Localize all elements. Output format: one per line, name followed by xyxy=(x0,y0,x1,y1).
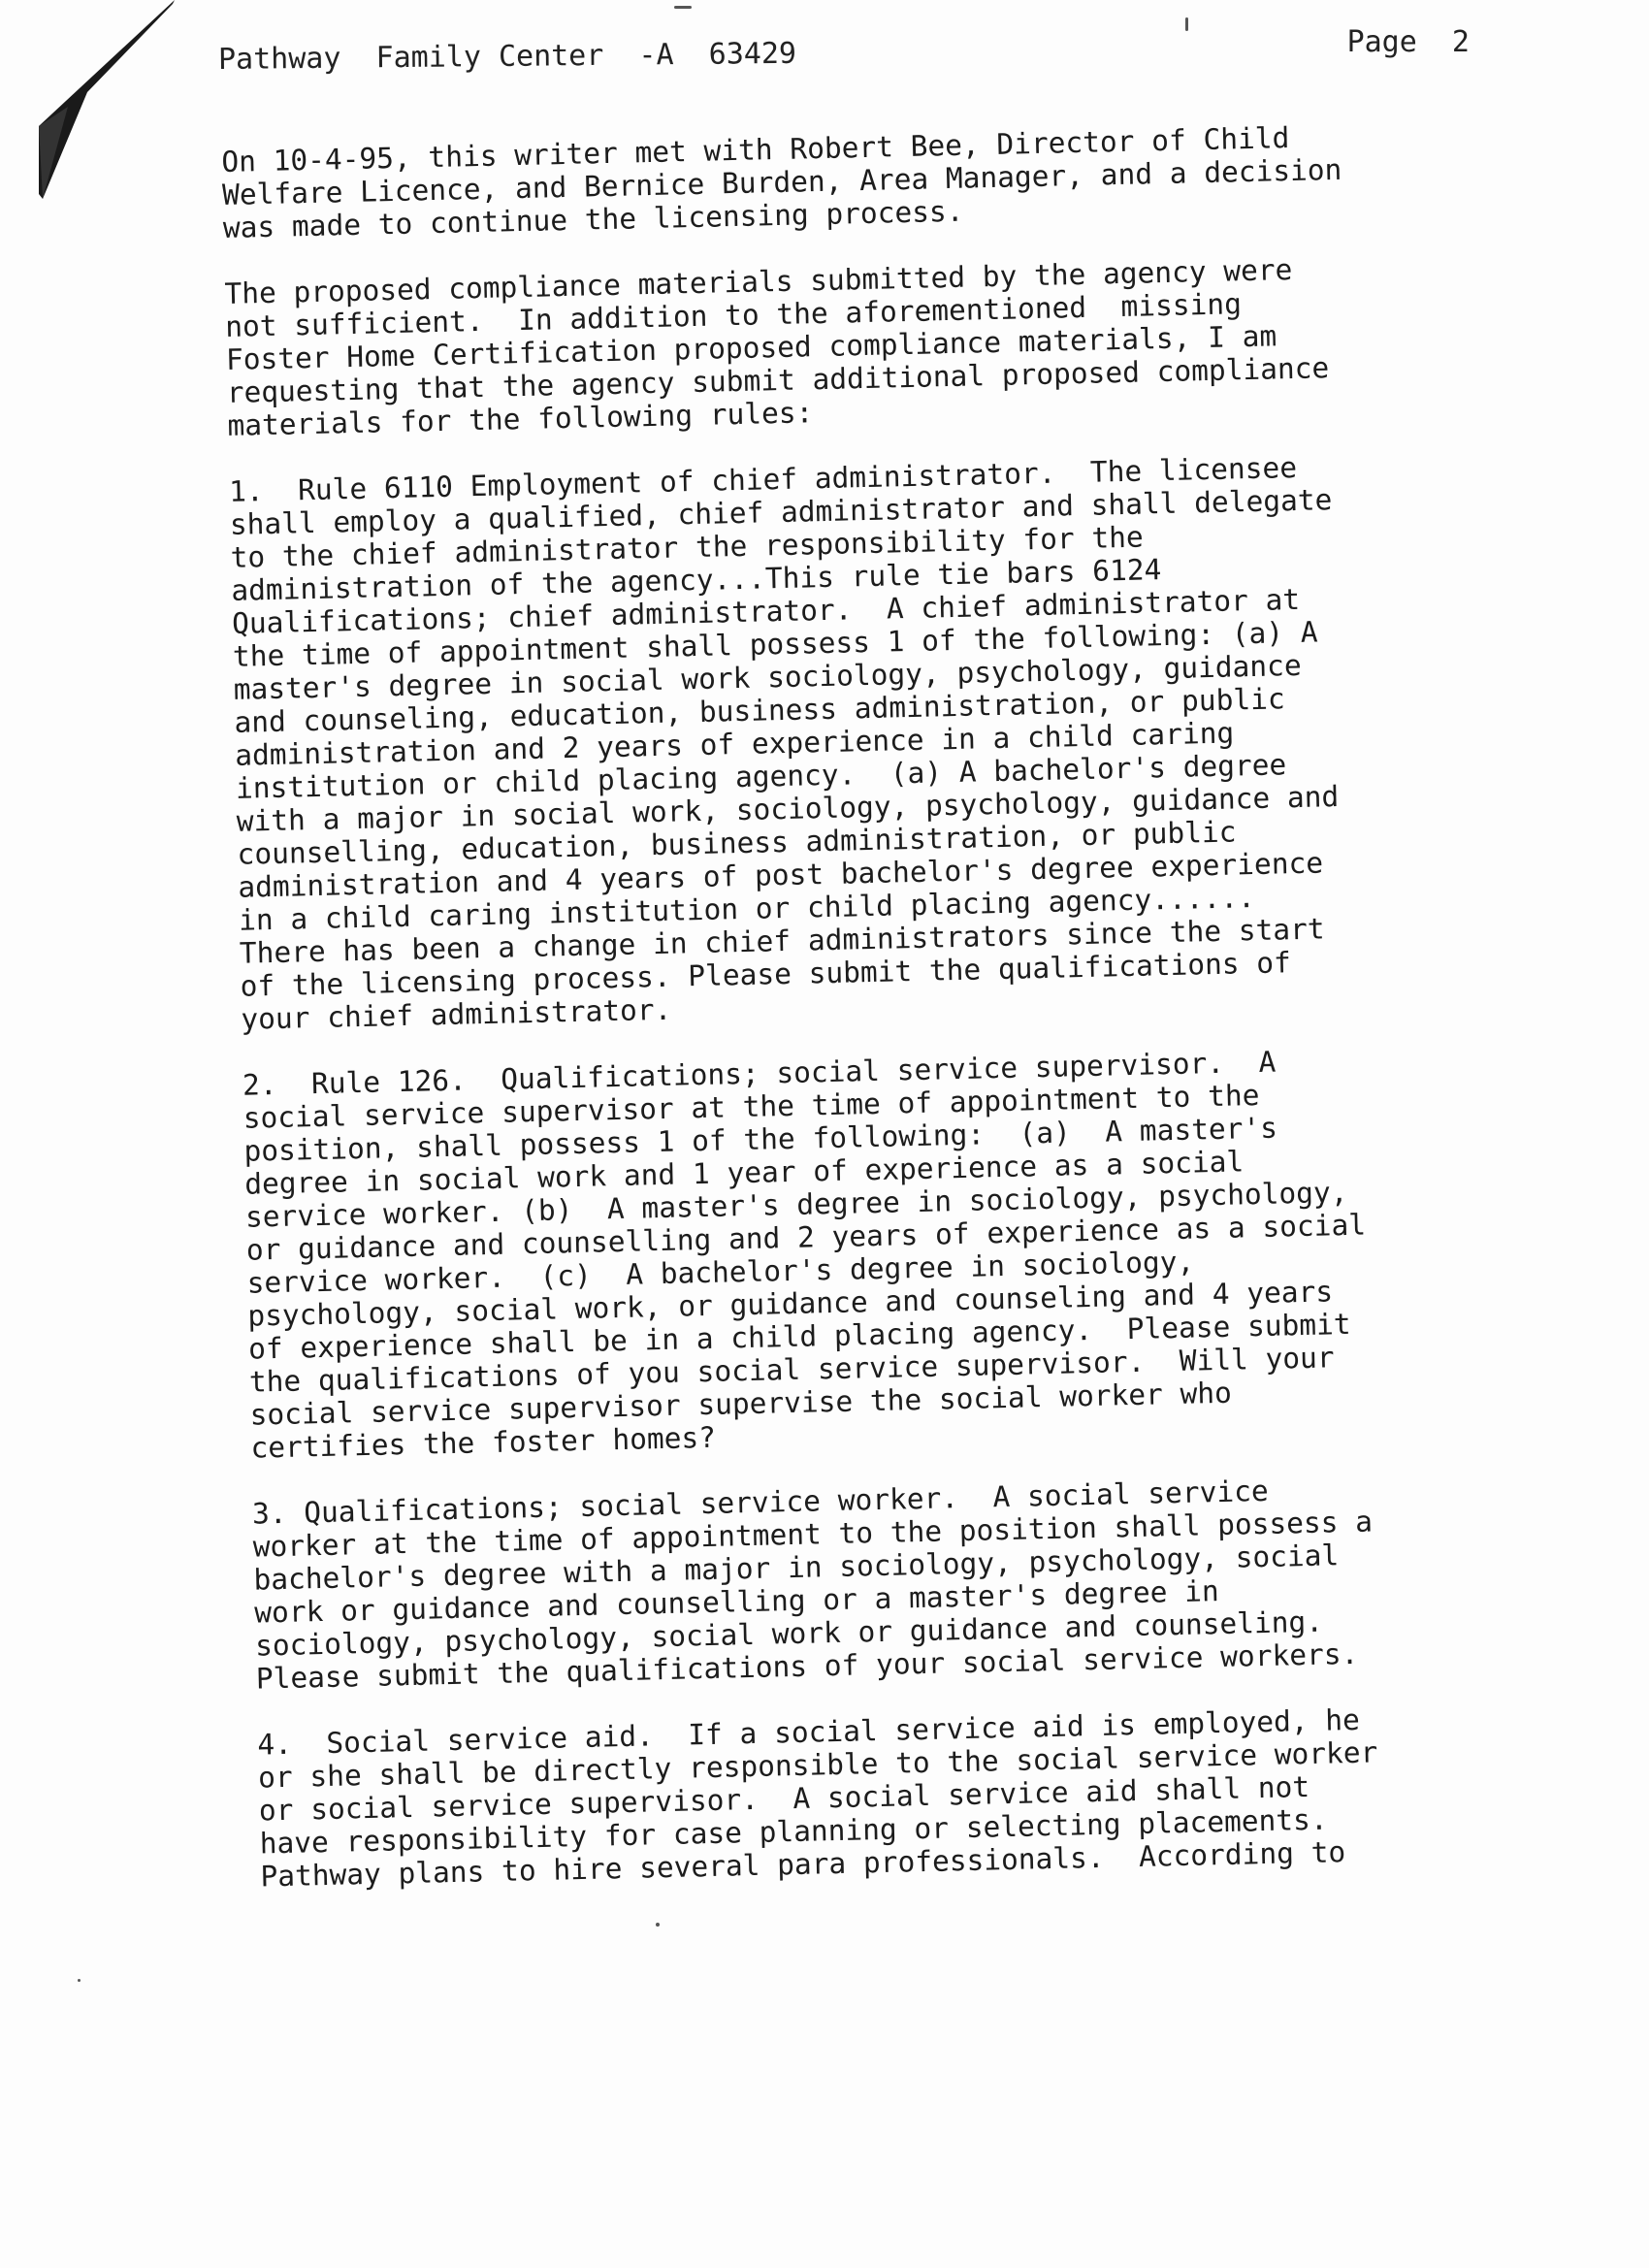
paragraph-rule-6110: 1. Rule 6110 Employment of chief administrator. The licensee shall employ a qualified, chief administrator and shall delegate to the chief administrator the responsibility for the administration of the agency...This rule tie bars 6124 Qualifications; chief administrator. A chief administrator at the time of appointment shall possess 1 of the following: (a) A master's degree in social work sociology, psychology, guidance and counseling, education, business administration, or public administration and 2 years of experience in a child caring institution or child placing agency. (a) A bachelor's degree with a major in social work, sociology, psychology, guidance and counselling, education, business administration, or public administration and 4 years of post bachelor's degree experience in a child caring institution or child placing agency...... There has been a change in chief administrators since the start of the licensing process. Please submit the qualifications of your chief administrator. xyxy=(228,450,1340,1036)
scan-speck xyxy=(78,1979,81,1982)
scan-speck xyxy=(656,1923,660,1927)
paragraph-social-service-aid: 4. Social service aid. If a social service aid is employed, he or she shall be directly responsible to the social service worker or social service supervisor. A social service aid shall not have responsibility for case planning or selecting placements. Pathway plans to hire several para professionals. According to xyxy=(257,1702,1378,1894)
page-header xyxy=(217,25,1470,87)
paragraph-meeting: On 10-4-95, this writer met with Robert Bee, Director of Child Welfare Licence, and Bernice Burden, Area Manager, and a decision was made to continue the licensing process. xyxy=(221,121,1342,244)
paragraph-rule-126: 2. Rule 126. Qualifications; social service supervisor. A social service supervisor at the time of appointment to the position, shall possess 1 of the following: (a) A master's degree in social work and 1 year of experience as a social service worker. (b) A master's degree in sociology, psychology, or guidance and counselling and 2 years of experience as a social service worker. (c) A bachelor's degree in sociology, psychology, social work, or guidance and counseling and 4 years of experience shall be in a child placing agency. Please submit the qualifications of you social service supervisor. Will your social service supervisor supervise the social worker who certifies the foster homes? xyxy=(242,1045,1367,1465)
scan-speck xyxy=(1185,17,1188,31)
letter-body xyxy=(221,116,1541,1926)
header-page-number: Page 2 xyxy=(1346,25,1470,59)
scan-speck xyxy=(674,6,692,9)
paragraph-social-service-worker: 3. Qualifications; social service worker. A social service worker at the time of appointment to the position shall possess a bachelor's degree with a major in sociology, psychology, social work or guidance and counselling or a master's degree in sociology, psychology, social work or guidance and counseling. Please submit the qualifications of your social service workers. xyxy=(251,1474,1374,1696)
paragraph-compliance-request: The proposed compliance materials submitted by the agency were not sufficient. In addition to the aforementioned missing Foster Home Certification proposed compliance materials, I am requesting that the agency submit additional proposed compliance materials for the following rules: xyxy=(224,252,1330,442)
header-organization: Pathway Family Center -A 63429 xyxy=(217,36,797,77)
scan-edge-mark xyxy=(29,0,175,204)
